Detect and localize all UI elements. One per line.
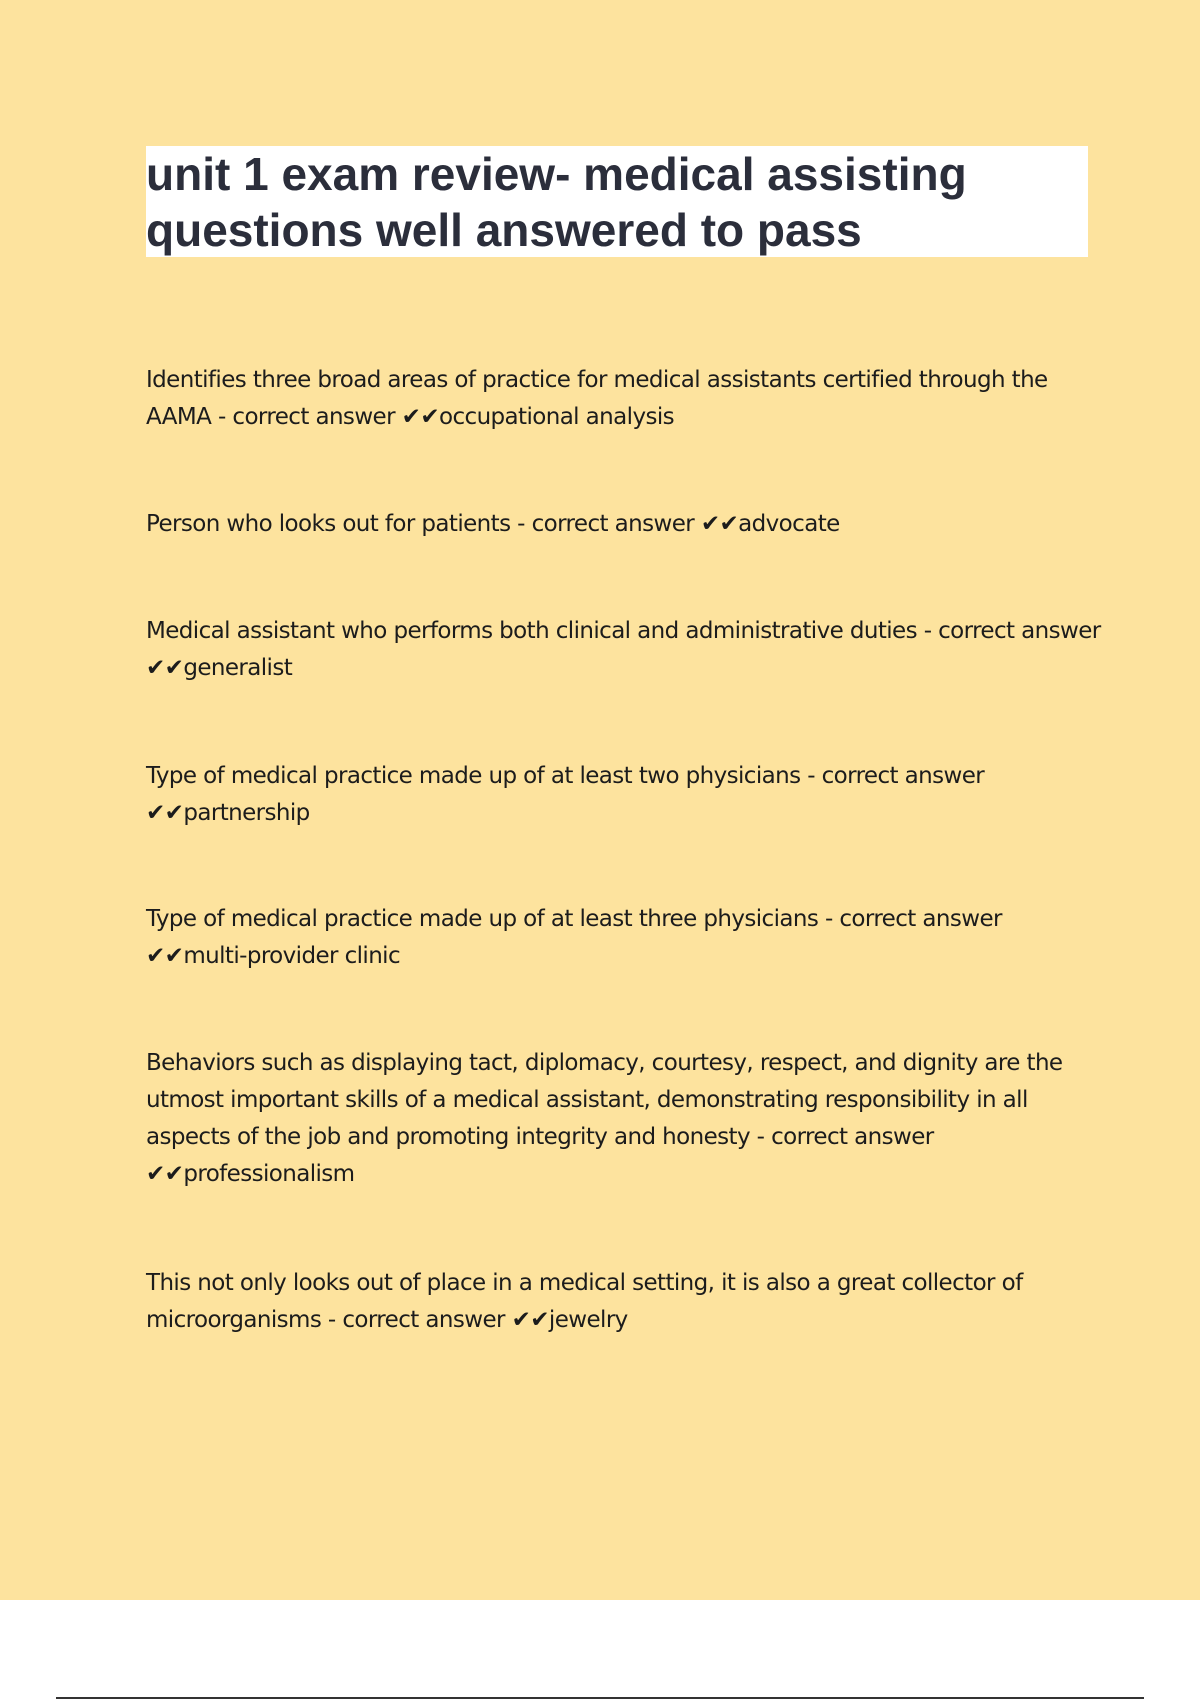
checkmark-icon: ✔✔ [700,511,739,537]
answer-separator: - correct answer [510,511,701,537]
answer-separator: - correct answer [321,1307,512,1333]
footer-divider [56,1697,1144,1699]
answer-separator: - correct answer [211,404,402,430]
checkmark-icon: ✔✔ [146,943,184,969]
question-text: Identifies three broad areas of practice for medical assistants certified through the AAMA [146,367,1048,430]
answer-text: multi-provider clinic [183,943,401,969]
checkmark-icon: ✔✔ [401,404,439,430]
question-text: Type of medical practice made up of at least three physicians [146,906,819,932]
checkmark-icon: ✔✔ [146,800,184,826]
answer-separator: - correct answer [800,763,985,789]
qa-item [146,613,1106,687]
qa-item [146,758,1106,832]
question-text: Type of medical practice made up of at least two physicians [146,763,801,789]
question-text: Person who looks out for patients [146,511,511,537]
answer-text: partnership [183,800,310,826]
answer-separator: - correct answer [916,618,1101,644]
question-text: Medical assistant who performs both clinical and administrative duties [146,618,917,644]
qa-item [146,1265,1106,1339]
question-text: This not only looks out of place in a medical setting, it is also a great collector of microorganisms [146,1270,1023,1333]
qa-item [146,362,1106,436]
qa-item [146,1045,1106,1193]
answer-separator: - correct answer [818,906,1002,932]
answer-text: jewelry [548,1307,628,1333]
checkmark-icon: ✔✔ [146,655,184,681]
answer-separator: - correct answer [749,1124,934,1150]
checkmark-icon: ✔✔ [146,1161,184,1187]
answer-text: advocate [738,511,840,537]
checkmark-icon: ✔✔ [511,1307,549,1333]
question-text: Behaviors such as displaying tact, diplomacy, courtesy, respect, and dignity are the utmost important skills of a medical assistant, demonstrating responsibility in all aspects of the job and promoting integrity and honesty [146,1050,1063,1150]
qa-item [146,901,1106,975]
answer-text: professionalism [183,1161,355,1187]
qa-item [146,506,1106,543]
document-title: unit 1 exam review- medical assisting questions well answered to pass [146,148,967,256]
answer-text: generalist [183,655,293,681]
answer-text: occupational analysis [439,404,675,430]
